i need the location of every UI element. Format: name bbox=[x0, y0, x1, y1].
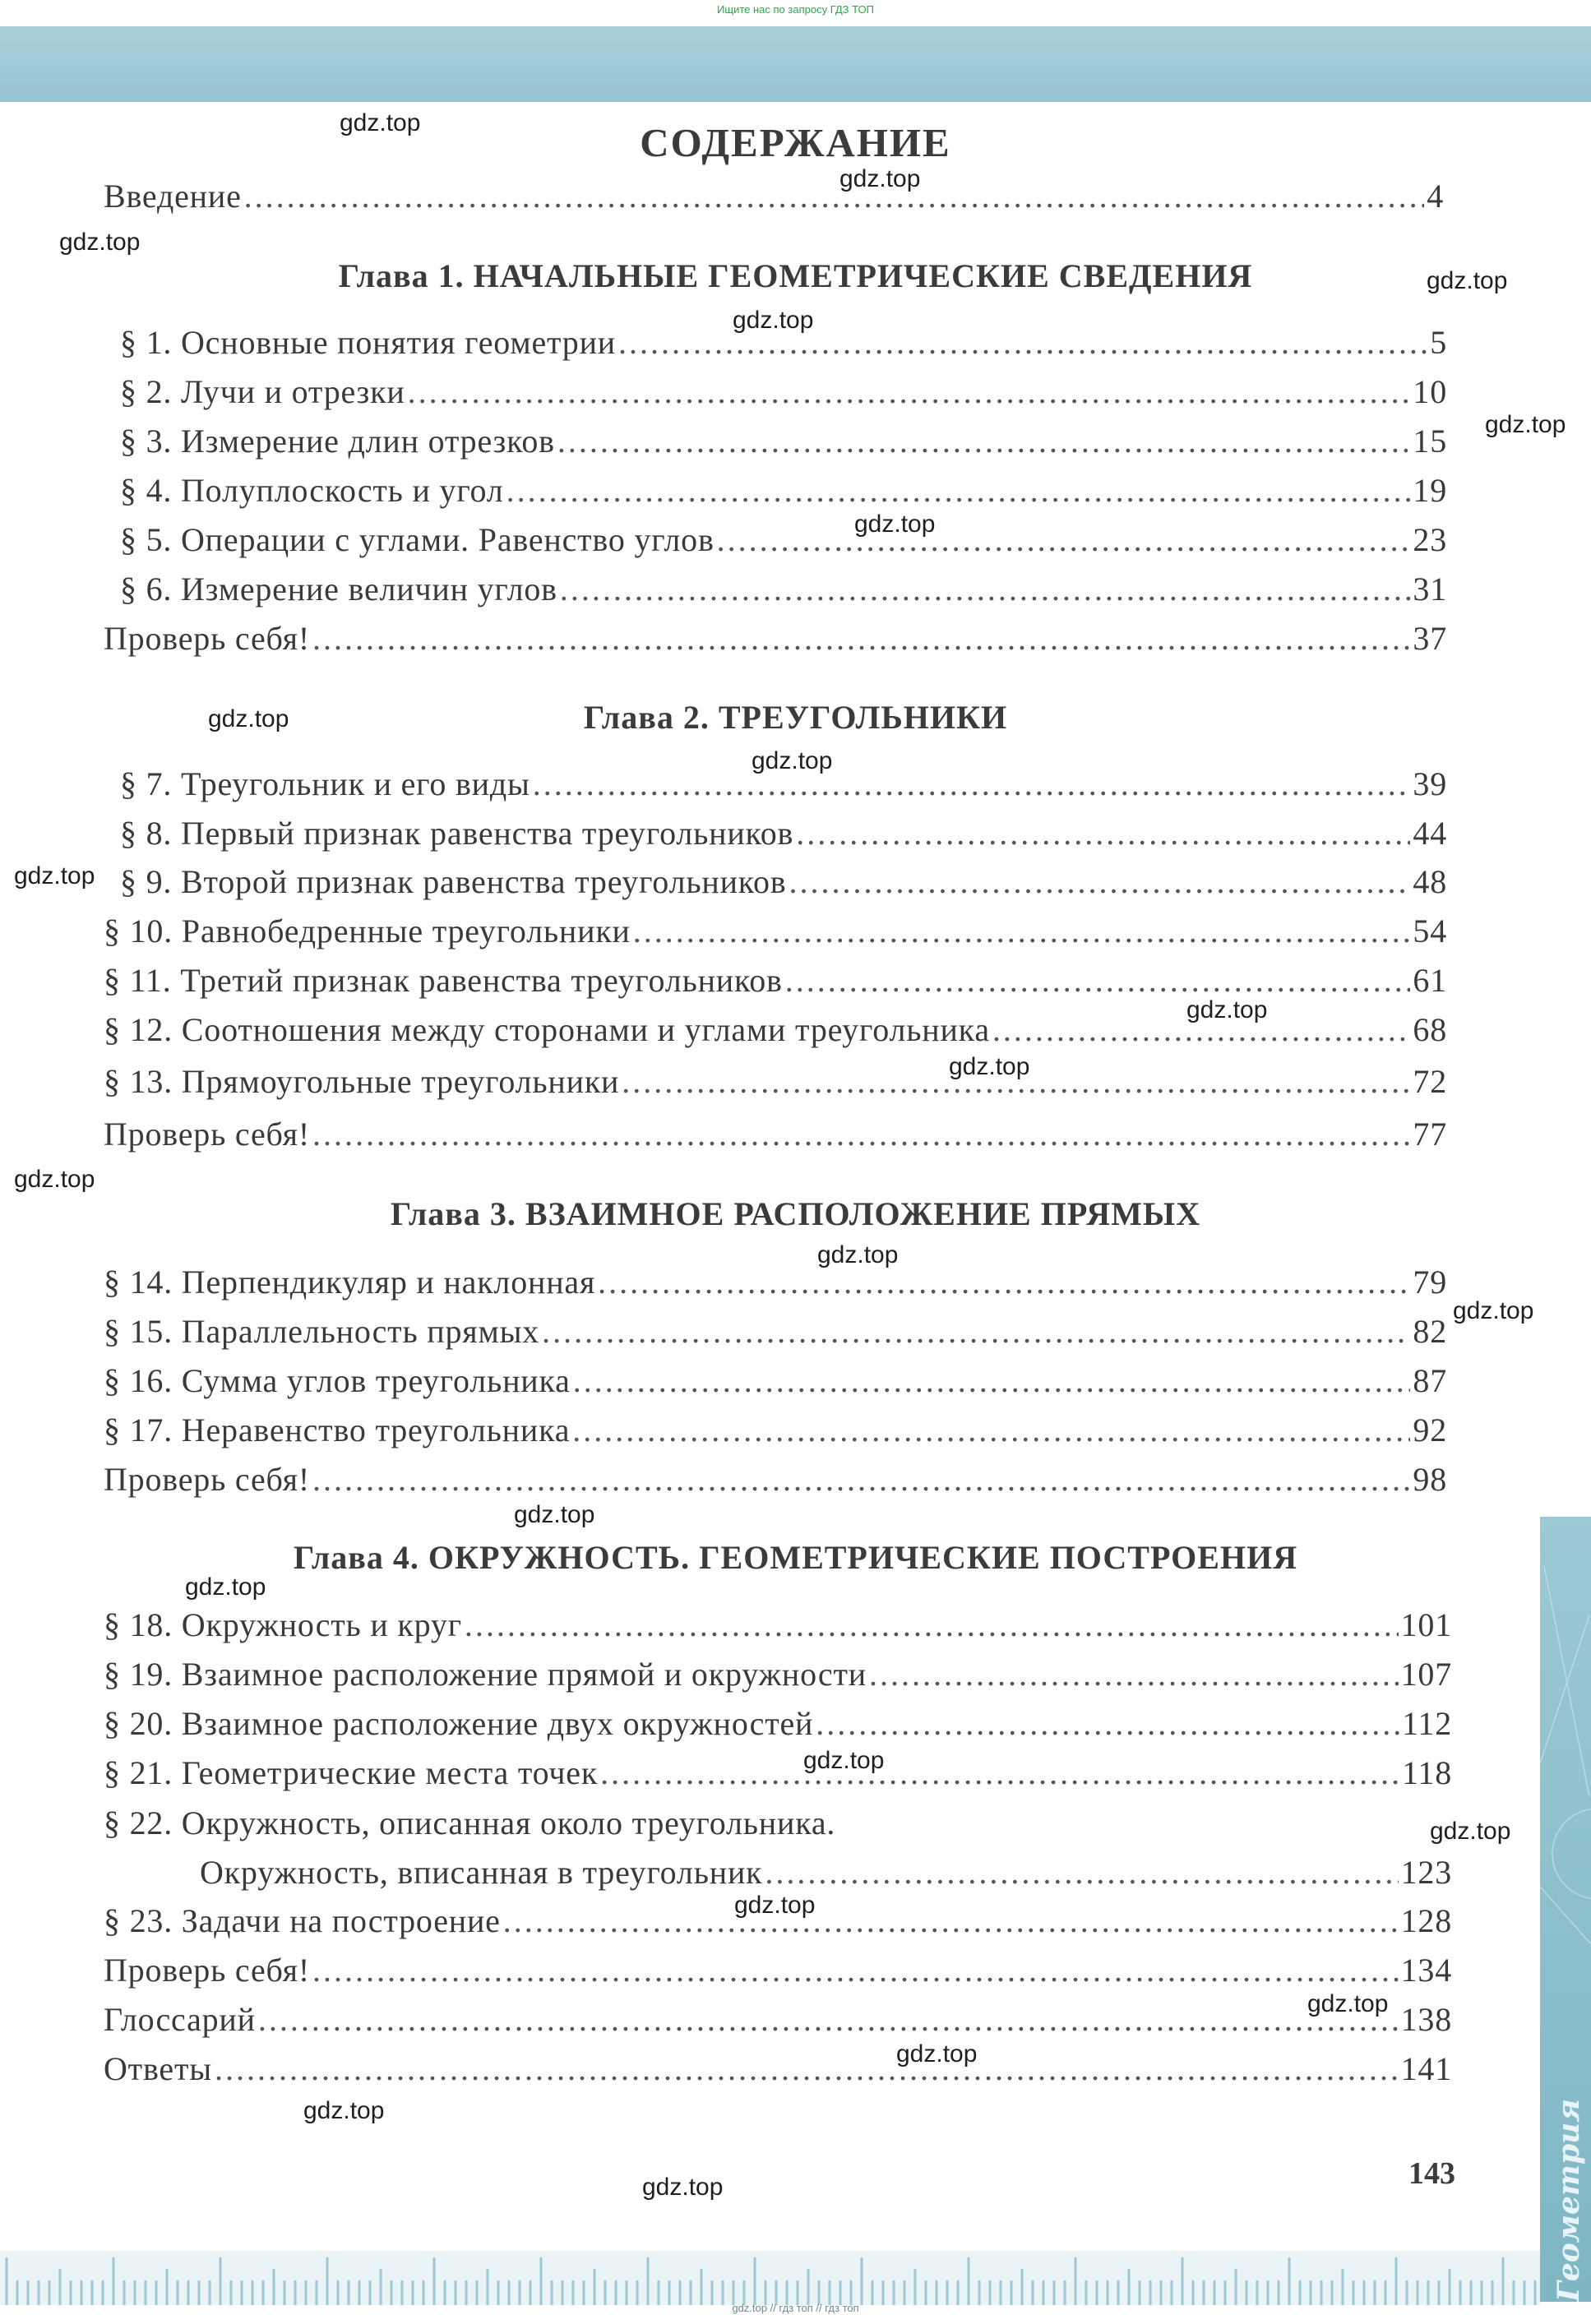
toc-entry bbox=[104, 1263, 1447, 1301]
toc-entry-page: 123 bbox=[1400, 1854, 1452, 1891]
toc-entry-page: 31 bbox=[1413, 571, 1447, 608]
watermark: gdz.top bbox=[208, 705, 289, 732]
watermark: gdz.top bbox=[854, 511, 936, 538]
dot-leader bbox=[258, 2000, 1399, 2039]
watermark: gdz.top bbox=[1485, 411, 1566, 438]
toc-entry bbox=[104, 1704, 1452, 1743]
toc-entry bbox=[104, 1753, 1452, 1792]
toc-entry bbox=[120, 814, 1447, 852]
watermark: gdz.top bbox=[14, 1166, 95, 1193]
toc-entry-label: § 15. Параллельность прямых bbox=[104, 1313, 540, 1350]
toc-entry-page: 138 bbox=[1400, 2001, 1452, 2038]
toc-entry-label: § 17. Неравенство треугольника bbox=[104, 1411, 571, 1448]
watermark: gdz.top bbox=[817, 1241, 899, 1268]
toc-entry-label: § 13. Прямоугольные треугольники bbox=[104, 1063, 620, 1100]
toc-entry-page: 87 bbox=[1413, 1362, 1447, 1399]
toc-entry-label: § 22. Окружность, описанная около треугольника. bbox=[104, 1804, 836, 1841]
toc-entry-label: § 20. Взаимное расположение двух окружностей bbox=[104, 1705, 814, 1742]
side-tab-label: Геометрия bbox=[1552, 2099, 1586, 2302]
toc-entry-label: § 9. Второй признак равенства треугольников bbox=[120, 863, 787, 900]
dot-leader bbox=[598, 1263, 1410, 1301]
dot-leader bbox=[312, 1460, 1410, 1499]
bottom-note: gdz.top // гдз топ // гдз топ bbox=[732, 2302, 859, 2314]
dot-leader bbox=[244, 177, 1425, 215]
dot-leader bbox=[408, 372, 1411, 411]
chapter-2-title: Глава 2. ТРЕУГОЛЬНИКИ bbox=[583, 699, 1008, 736]
dot-leader bbox=[542, 1312, 1410, 1351]
toc-entry bbox=[104, 1411, 1447, 1449]
toc-entry bbox=[104, 1361, 1447, 1400]
dot-leader bbox=[465, 1606, 1399, 1644]
watermark: gdz.top bbox=[340, 109, 421, 136]
toc-entry-label: § 4. Полуплоскость и угол bbox=[120, 472, 504, 509]
dot-leader bbox=[572, 1411, 1410, 1449]
toc-entry bbox=[104, 912, 1447, 950]
toc-entry-label: Ответы bbox=[104, 2050, 212, 2087]
toc-entry-label: § 6. Измерение величин углов bbox=[120, 571, 557, 608]
chapter-4-title: Глава 4. ОКРУЖНОСТЬ. ГЕОМЕТРИЧЕСКИЕ ПОСТРОЕНИЯ bbox=[293, 1539, 1298, 1576]
toc-entry bbox=[104, 1062, 1447, 1101]
toc-entry-page: 101 bbox=[1400, 1606, 1452, 1643]
toc-entry-label: § 21. Геометрические места точек bbox=[104, 1754, 599, 1791]
toc-entry-label: Окружность, вписанная в треугольник bbox=[200, 1854, 763, 1891]
toc-entry-page: 128 bbox=[1400, 1902, 1452, 1939]
toc-entry-page: 92 bbox=[1413, 1411, 1447, 1448]
dot-leader bbox=[869, 1655, 1399, 1693]
toc-entry-page: 107 bbox=[1400, 1656, 1452, 1693]
toc-entry-page: 98 bbox=[1413, 1461, 1447, 1498]
toc-entry-label: Глоссарий bbox=[104, 2001, 256, 2038]
watermark: gdz.top bbox=[734, 1892, 816, 1919]
toc-entry-check bbox=[104, 1115, 1447, 1153]
toc-entry bbox=[120, 862, 1447, 901]
side-tab bbox=[1540, 1517, 1591, 2302]
watermark: gdz.top bbox=[803, 1747, 885, 1774]
dot-leader bbox=[633, 912, 1411, 950]
dot-leader bbox=[785, 961, 1411, 1000]
watermark: gdz.top bbox=[303, 2097, 385, 2124]
watermark: gdz.top bbox=[14, 862, 95, 889]
toc-entry-page: 4 bbox=[1427, 178, 1444, 215]
toc-entry-page: 134 bbox=[1400, 1952, 1452, 1989]
toc-entry-label: § 5. Операции с углами. Равенство углов bbox=[120, 521, 715, 558]
dot-leader bbox=[789, 862, 1410, 901]
watermark: gdz.top bbox=[185, 1573, 266, 1601]
dot-leader bbox=[717, 520, 1411, 559]
toc-entry-page: 44 bbox=[1413, 815, 1447, 852]
toc-entry-label: Проверь себя! bbox=[104, 1952, 311, 1989]
toc-entry-page: 72 bbox=[1413, 1063, 1447, 1100]
toc-entry bbox=[104, 961, 1447, 1000]
toc-entry-label: § 16. Сумма углов треугольника bbox=[104, 1362, 571, 1399]
toc-entry bbox=[120, 422, 1447, 460]
dot-leader bbox=[312, 1115, 1410, 1153]
dot-leader bbox=[560, 570, 1411, 608]
toc-entry-page: 54 bbox=[1413, 913, 1447, 949]
toc-entry-label: § 7. Треугольник и его виды bbox=[120, 765, 530, 802]
toc-entry-page: 23 bbox=[1413, 521, 1447, 558]
ruler-decoration bbox=[0, 2226, 1540, 2305]
watermark: gdz.top bbox=[514, 1501, 595, 1528]
header-band bbox=[0, 26, 1591, 102]
toc-entry bbox=[104, 1312, 1447, 1351]
toc-entry-page: 68 bbox=[1413, 1011, 1447, 1048]
toc-entry-answers bbox=[104, 2049, 1452, 2088]
toc-entry-page: 48 bbox=[1413, 863, 1447, 900]
dot-leader bbox=[796, 814, 1410, 852]
chapter-3-title: Глава 3. ВЗАИМНОЕ РАСПОЛОЖЕНИЕ ПРЯМЫХ bbox=[390, 1195, 1201, 1232]
watermark: gdz.top bbox=[59, 229, 141, 256]
page-number: 143 bbox=[1408, 2156, 1455, 2191]
watermark: gdz.top bbox=[896, 2040, 978, 2068]
dot-leader bbox=[506, 471, 1411, 510]
watermark: gdz.top bbox=[642, 2174, 724, 2201]
toc-entry-page: 77 bbox=[1413, 1116, 1447, 1153]
toc-entry bbox=[120, 471, 1447, 510]
toc-entry-check bbox=[104, 1951, 1452, 1989]
toc-entry-label: § 14. Перпендикуляр и наклонная bbox=[104, 1264, 596, 1301]
toc-entry-check bbox=[104, 619, 1447, 658]
chapter-1-title: Глава 1. НАЧАЛЬНЫЕ ГЕОМЕТРИЧЕСКИЕ СВЕДЕНИЯ bbox=[338, 257, 1253, 294]
toc-entry bbox=[120, 520, 1447, 559]
watermark: gdz.top bbox=[1186, 996, 1268, 1023]
watermark: gdz.top bbox=[1307, 1990, 1389, 2017]
dot-leader bbox=[765, 1853, 1398, 1892]
toc-entry bbox=[104, 1655, 1452, 1693]
toc-entry-page: 5 bbox=[1430, 324, 1447, 361]
toc-entry-check bbox=[104, 1460, 1447, 1499]
toc-entry-label: § 10. Равнобедренные треугольники bbox=[104, 913, 631, 949]
toc-entry-label: § 12. Соотношения между сторонами и углами треугольника bbox=[104, 1011, 990, 1048]
toc-entry-page: 10 bbox=[1413, 373, 1447, 410]
toc-entry-label: Введение bbox=[104, 178, 242, 215]
toc-entry-label: § 8. Первый признак равенства треугольников bbox=[120, 815, 794, 852]
toc-entry-label: Проверь себя! bbox=[104, 1461, 311, 1498]
toc-entry bbox=[120, 372, 1447, 411]
toc-entry-label: § 2. Лучи и отрезки bbox=[120, 373, 405, 410]
page-title: СОДЕРЖАНИЕ bbox=[640, 120, 951, 165]
watermark: gdz.top bbox=[1427, 267, 1508, 294]
toc-entry-page: 15 bbox=[1413, 423, 1447, 460]
dot-leader bbox=[816, 1704, 1399, 1743]
toc-entry bbox=[200, 1853, 1452, 1892]
toc-entry-label: § 23. Задачи на построение bbox=[104, 1902, 501, 1939]
watermark: gdz.top bbox=[839, 165, 921, 192]
toc-entry-page: 79 bbox=[1413, 1264, 1447, 1301]
toc-entry-label: Проверь себя! bbox=[104, 620, 311, 657]
toc-entry-glossary bbox=[104, 2000, 1452, 2039]
toc-entry-page: 19 bbox=[1413, 472, 1447, 509]
toc-entry bbox=[104, 1606, 1452, 1644]
dot-leader bbox=[533, 765, 1411, 803]
toc-entry bbox=[120, 570, 1447, 608]
dot-leader bbox=[503, 1901, 1399, 1940]
toc-entry-page: 39 bbox=[1413, 765, 1447, 802]
top-note: Ищите нас по запросу ГДЗ ТОП bbox=[717, 3, 874, 16]
toc-entry-label: § 19. Взаимное расположение прямой и окружности bbox=[104, 1656, 867, 1693]
toc-entry-page: 82 bbox=[1413, 1313, 1447, 1350]
toc-entry-page: 37 bbox=[1413, 620, 1447, 657]
dot-leader bbox=[312, 619, 1410, 658]
watermark: gdz.top bbox=[949, 1053, 1030, 1080]
toc-entry-label: Проверь себя! bbox=[104, 1116, 311, 1153]
toc-entry-page: 118 bbox=[1402, 1754, 1452, 1791]
toc-entry-label: § 3. Измерение длин отрезков bbox=[120, 423, 555, 460]
watermark: gdz.top bbox=[1430, 1818, 1511, 1845]
dot-leader bbox=[600, 1753, 1399, 1792]
watermark: gdz.top bbox=[733, 307, 814, 334]
toc-entry-page: 112 bbox=[1402, 1705, 1452, 1742]
toc-entry-label: § 18. Окружность и круг bbox=[104, 1606, 462, 1643]
dot-leader bbox=[215, 2049, 1399, 2088]
dot-leader bbox=[312, 1951, 1399, 1989]
toc-entry-label: § 1. Основные понятия геометрии bbox=[120, 324, 616, 361]
toc-entry-intro bbox=[104, 177, 1444, 215]
toc-entry-label: § 11. Третий признак равенства треугольников bbox=[104, 962, 783, 999]
dot-leader bbox=[573, 1361, 1411, 1400]
toc-entry-page: 61 bbox=[1413, 962, 1447, 999]
watermark: gdz.top bbox=[1453, 1297, 1534, 1324]
dot-leader bbox=[557, 422, 1411, 460]
toc-entry-page: 141 bbox=[1400, 2050, 1452, 2087]
watermark: gdz.top bbox=[752, 747, 833, 774]
